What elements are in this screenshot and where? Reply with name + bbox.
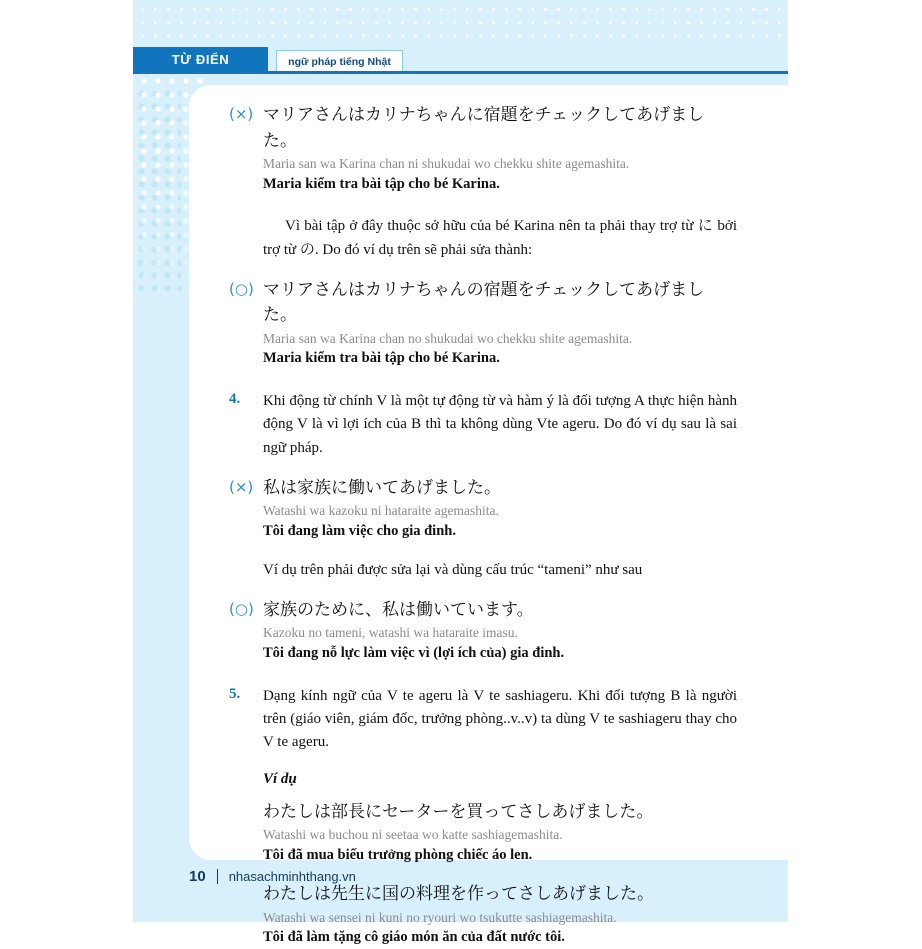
vidu-label: Ví dụ <box>263 770 297 787</box>
example-text-group <box>263 476 737 543</box>
example-block <box>229 476 737 543</box>
correct-marker: (○) <box>229 279 254 298</box>
japanese-sentence: わたしは先生に国の料理を作ってさしあげました。 <box>263 884 654 905</box>
header-rule <box>133 71 788 74</box>
incorrect-marker: (×) <box>229 105 254 123</box>
example-block <box>229 278 737 370</box>
footer-website: nhasachminhthang.vn <box>228 869 356 884</box>
item-text-group <box>263 390 737 460</box>
romaji-line: Maria san wa Karina chan no shukudai wo chekku shite agemashita. <box>263 330 633 346</box>
example-text-group <box>263 598 737 665</box>
numbered-item <box>229 390 737 460</box>
example-block <box>263 882 737 949</box>
example-block <box>263 800 737 867</box>
romaji-line: Watashi wa buchou ni seetaa wo katte sashiagemashita. <box>263 827 563 842</box>
page-margin-right <box>788 0 922 922</box>
tab-ngu-phap[interactable] <box>276 50 403 73</box>
correct-marker: (○) <box>229 599 254 618</box>
explanation-paragraph: Ví dụ trên phải được sửa lại và dùng cấu trúc “tameni” như sau <box>263 561 643 578</box>
example-text-group <box>263 278 737 370</box>
japanese-sentence: マリアさんはカリナちゃんの宿題をチェックしてあげました。 <box>263 279 705 326</box>
dot-pattern-top <box>133 0 788 46</box>
paragraph-wrapper <box>263 559 737 582</box>
item-paragraph: Dạng kính ngữ của V te ageru là V te sashiageru. Khi đối tượng B là người trên (giáo viên, giám đốc, trưởng phòng..v..v) ta dùng V te sashiageru thay cho V te ageru. <box>263 687 737 751</box>
item-text-group <box>263 685 737 755</box>
numbered-item <box>229 685 737 755</box>
vietnamese-line: Tôi đã làm tặng cô giáo món ăn của đất nước tôi. <box>263 929 565 946</box>
paragraph-wrapper <box>263 215 737 262</box>
vietnamese-line: Tôi đã mua biếu trưởng phòng chiếc áo len. <box>263 846 533 863</box>
tab-tu-dien[interactable] <box>133 47 268 71</box>
item-number: 4. <box>229 391 241 408</box>
item-number: 5. <box>229 685 241 702</box>
example-block <box>229 103 737 195</box>
example-block <box>229 598 737 665</box>
page-margin-left <box>0 0 133 922</box>
example-text-group <box>263 103 737 195</box>
content-body <box>229 103 737 949</box>
page-number: 10 <box>189 868 206 885</box>
japanese-sentence: マリアさんはカリナちゃんに宿題をチェックしてあげました。 <box>263 105 705 151</box>
japanese-sentence: 私は家族に働いてあげました。 <box>263 477 501 498</box>
romaji-line: Watashi wa kazoku ni hataraite agemashita. <box>263 503 499 519</box>
item-paragraph: Khi động từ chính V là một tự động từ và hàm ý là đối tượng A thực hiện hành động V là vì lợi ích của B thì ta không dùng Vte ageru. Do đó ví dụ sau là sai ngữ pháp. <box>263 393 737 456</box>
vietnamese-line: Tôi đang làm việc cho gia đinh. <box>263 522 456 539</box>
tab-ngu-phap-label: ngữ pháp tiếng Nhật <box>288 55 391 68</box>
romaji-line: Kazoku no tameni, watashi wa hataraite imasu. <box>263 625 518 641</box>
footer-divider <box>217 869 218 884</box>
tab-tu-dien-label: TỪ ĐIỂN <box>171 51 230 67</box>
vidu-wrapper <box>263 771 737 788</box>
page-footer <box>189 868 356 885</box>
japanese-sentence: 家族のために、私は働いています。 <box>263 599 534 620</box>
romaji-line: Watashi wa sensei ni kuni no ryouri wo tsukutte sashiagemashita. <box>263 909 617 925</box>
romaji-line: Maria san wa Karina chan ni shukudai wo chekku shite agemashita. <box>263 156 630 171</box>
japanese-sentence: わたしは部長にセーターを買ってさしあげました。 <box>263 801 654 822</box>
incorrect-marker: (×) <box>229 477 254 496</box>
vietnamese-line: Tôi đang nỗ lực làm việc vì (lợi ích của) gia đinh. <box>263 645 565 661</box>
vietnamese-line: Maria kiểm tra bài tập cho bé Karina. <box>263 175 500 192</box>
vietnamese-line: Maria kiểm tra bài tập cho bé Karina. <box>263 350 500 367</box>
explanation-paragraph: Vì bài tập ở đây thuộc sở hữu của bé Karina nên ta phải thay trợ từ に bởi trợ từ の. Do đó ví dụ trên sẽ phải sửa thành: <box>263 218 737 258</box>
